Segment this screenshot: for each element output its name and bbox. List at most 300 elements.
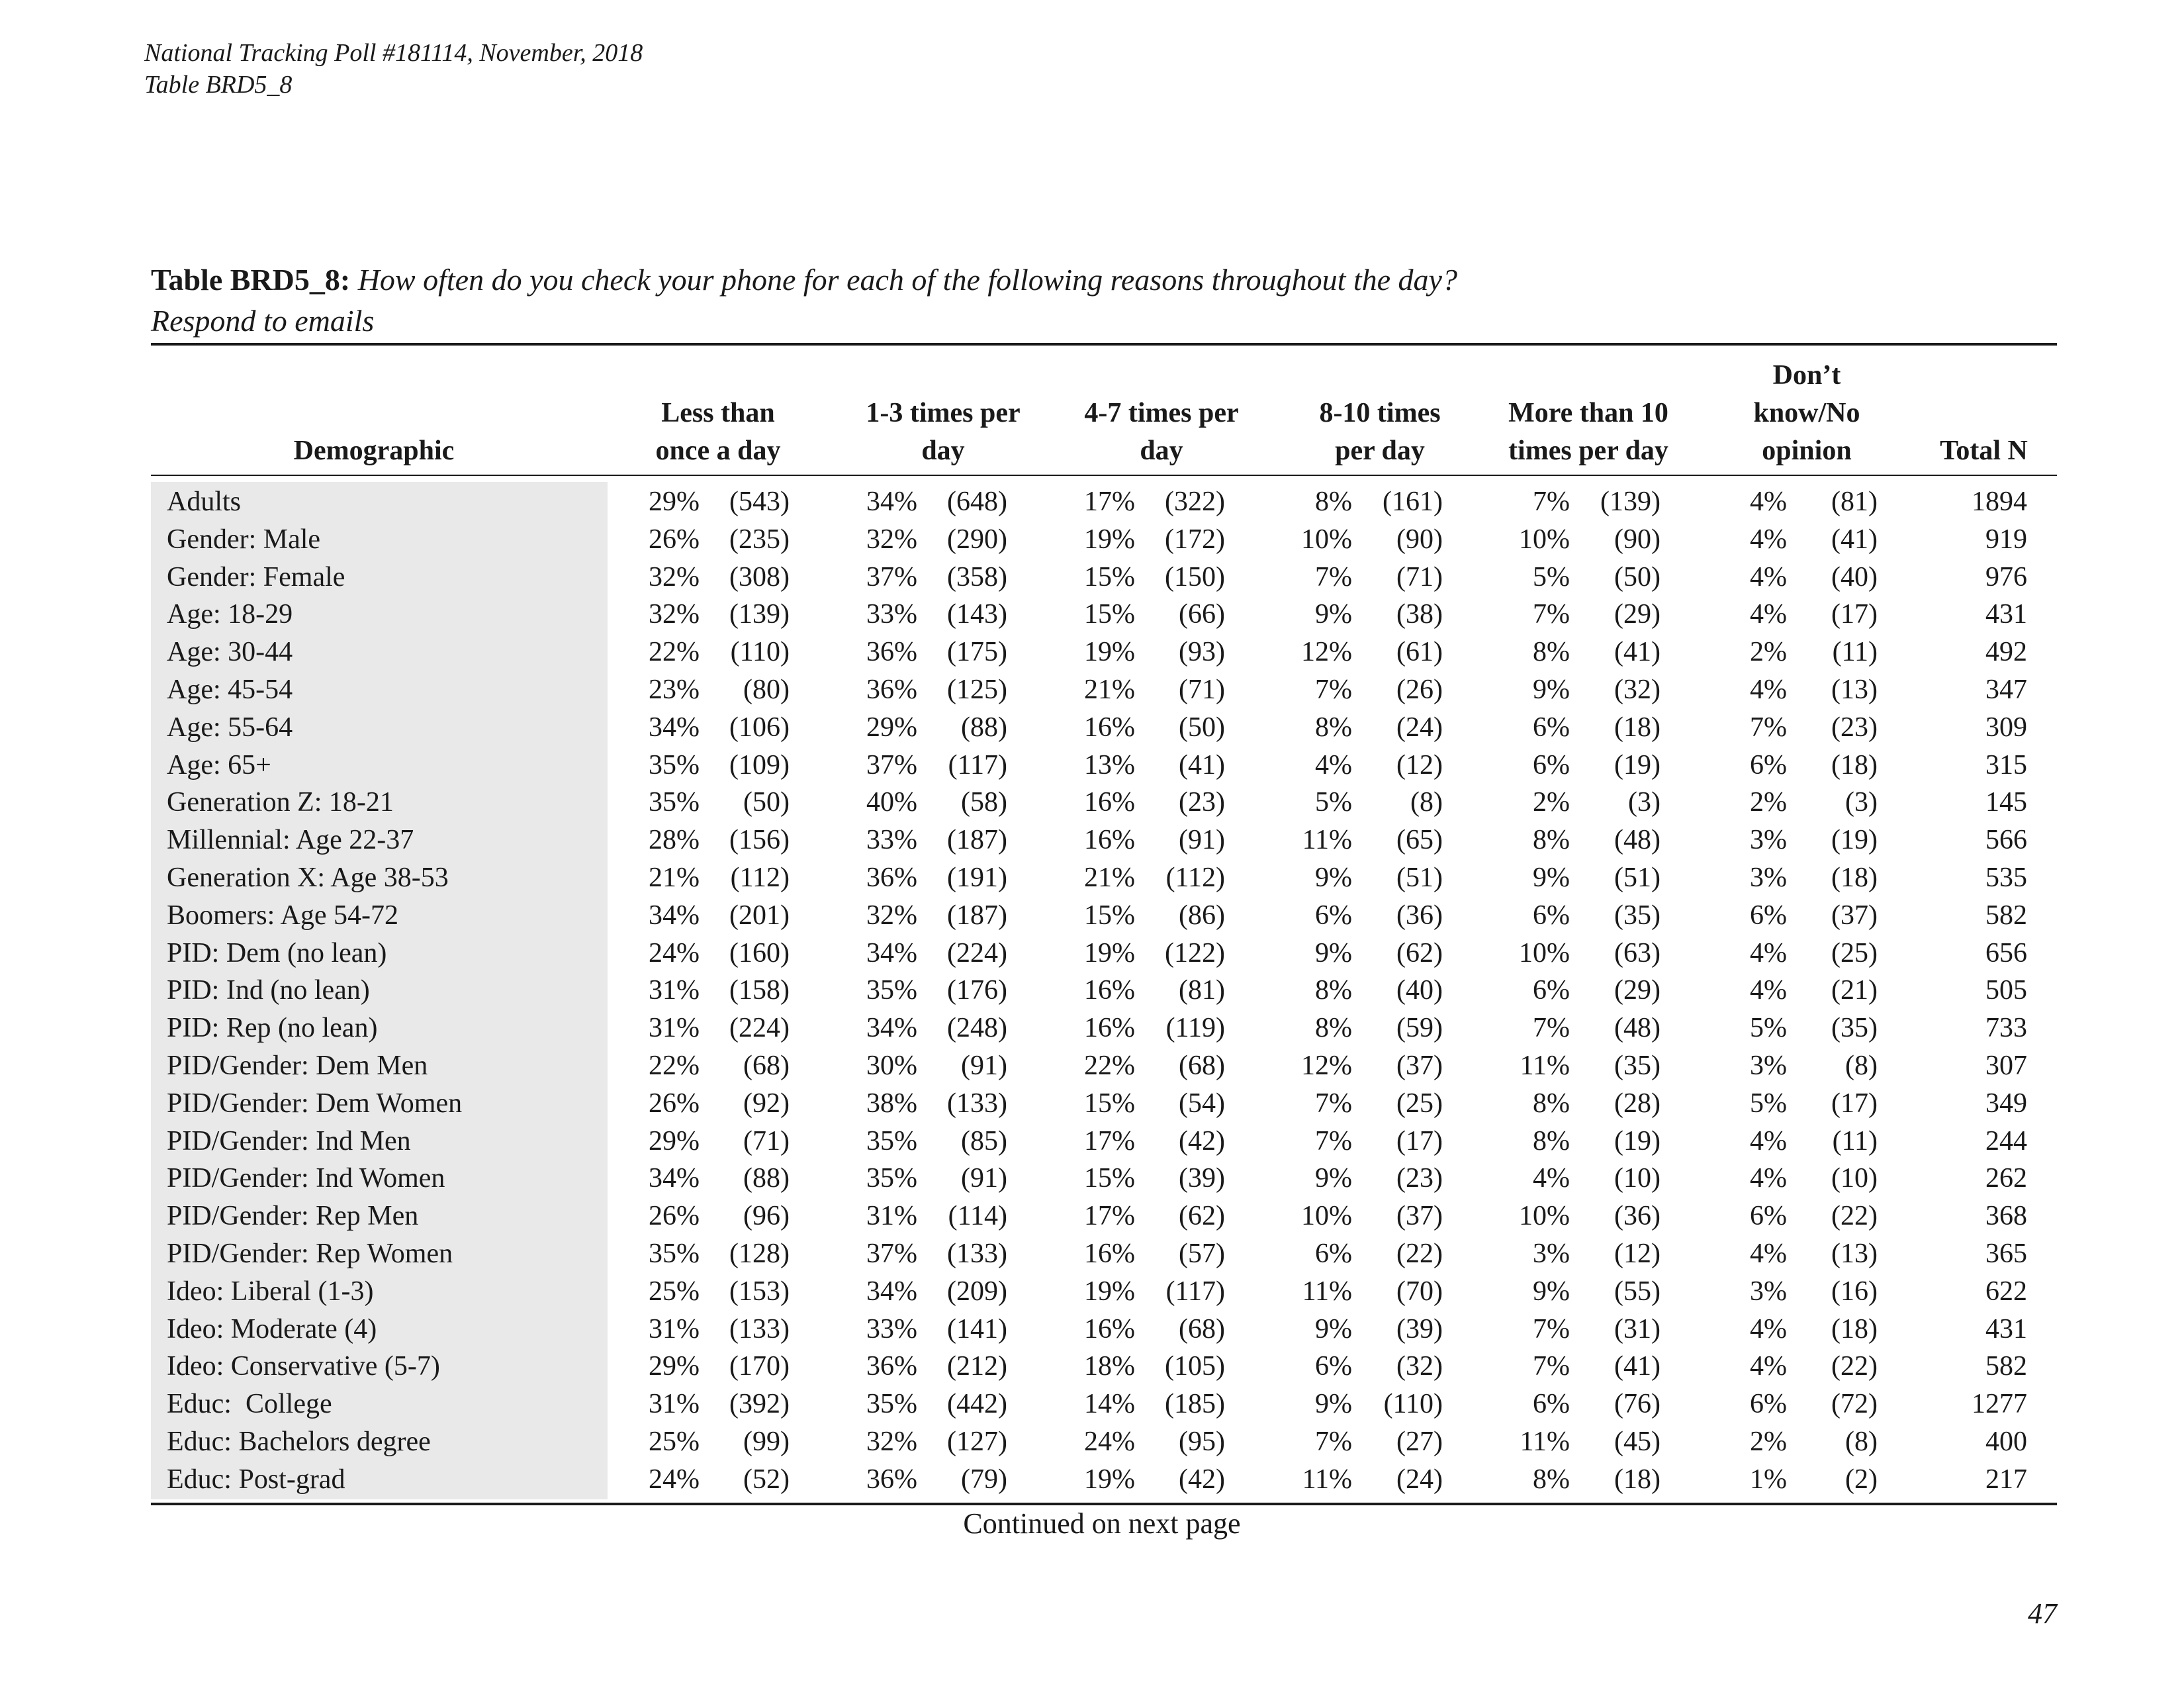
cell-count: (235): [729, 524, 790, 555]
row-label: Adults: [167, 487, 242, 517]
cell-count: (209): [947, 1276, 1007, 1307]
cell-count: (62): [1396, 937, 1443, 968]
cell-percent: 7%: [1750, 712, 1787, 743]
table-row: [0, 1273, 2184, 1311]
cell-percent: 14%: [1084, 1389, 1135, 1420]
cell-percent: 30%: [866, 1051, 917, 1081]
cell-count: (91): [961, 1051, 1007, 1081]
cell-percent: 8%: [1315, 712, 1352, 743]
column-header-5: [1274, 351, 1486, 470]
column-header-1: [218, 351, 529, 470]
cell-percent: 22%: [1084, 1051, 1135, 1081]
cell-percent: 18%: [1084, 1351, 1135, 1382]
cell-percent: 6%: [1533, 712, 1570, 743]
cell-count: (17): [1396, 1125, 1443, 1156]
cell-percent: 36%: [866, 675, 917, 705]
cell-count: (50): [1614, 561, 1661, 592]
cell-percent: 32%: [649, 599, 700, 630]
cell-percent: 19%: [1084, 1464, 1135, 1495]
cell-percent: 15%: [1084, 561, 1135, 592]
cell-count: (54): [1179, 1088, 1225, 1119]
cell-count: (139): [729, 599, 790, 630]
cell-percent: 11%: [1302, 1276, 1352, 1307]
cell-count: (133): [947, 1239, 1007, 1269]
cell-count: (22): [1831, 1351, 1878, 1382]
column-header-line: 8-10 times: [1319, 398, 1441, 428]
cell-count: (185): [1165, 1389, 1225, 1420]
cell-count: (18): [1614, 1464, 1661, 1495]
cell-percent: 5%: [1533, 561, 1570, 592]
cell-count: (19): [1614, 749, 1661, 780]
cell-count: (92): [743, 1088, 790, 1119]
cell-count: (71): [743, 1125, 790, 1156]
cell-count: (99): [743, 1427, 790, 1457]
cell-percent: 32%: [866, 524, 917, 555]
cell-percent: 40%: [866, 787, 917, 818]
cell-count: (187): [947, 825, 1007, 856]
cell-percent: 33%: [866, 825, 917, 856]
cell-total-n: 566: [1985, 825, 2027, 856]
cell-count: (128): [729, 1239, 790, 1269]
cell-count: (55): [1614, 1276, 1661, 1307]
cell-count: (2): [1845, 1464, 1878, 1495]
column-header-line: once a day: [655, 436, 781, 466]
cell-count: (41): [1831, 524, 1878, 555]
cell-count: (212): [947, 1351, 1007, 1382]
cell-percent: 10%: [1519, 524, 1570, 555]
cell-count: (25): [1831, 937, 1878, 968]
row-label: PID/Gender: Rep Men: [167, 1201, 419, 1232]
cell-count: (32): [1396, 1351, 1443, 1382]
cell-total-n: 535: [1985, 863, 2027, 893]
table-caption: [151, 259, 1457, 342]
table-row: [0, 1235, 2184, 1273]
cell-count: (48): [1614, 825, 1661, 856]
cell-percent: 3%: [1750, 863, 1787, 893]
cell-count: (45): [1614, 1427, 1661, 1457]
cell-count: (13): [1831, 1239, 1878, 1269]
cell-percent: 5%: [1750, 1013, 1787, 1044]
column-header-line: Don’t: [1772, 360, 1841, 391]
cell-percent: 9%: [1315, 1313, 1352, 1344]
cell-percent: 2%: [1750, 787, 1787, 818]
cell-count: (71): [1396, 561, 1443, 592]
cell-percent: 31%: [649, 1013, 700, 1044]
cell-total-n: 217: [1985, 1464, 2027, 1495]
cell-count: (66): [1179, 599, 1225, 630]
cell-count: (51): [1396, 863, 1443, 893]
cell-percent: 16%: [1084, 787, 1135, 818]
cell-count: (109): [729, 749, 790, 780]
column-header-8: [1913, 351, 2055, 470]
cell-total-n: 244: [1985, 1125, 2027, 1156]
cell-count: (19): [1831, 825, 1878, 856]
cell-count: (35): [1831, 1013, 1878, 1044]
cell-count: (35): [1614, 1051, 1661, 1081]
cell-percent: 4%: [1750, 675, 1787, 705]
cell-percent: 7%: [1315, 675, 1352, 705]
cell-percent: 26%: [649, 524, 700, 555]
cell-percent: 8%: [1533, 1464, 1570, 1495]
cell-percent: 24%: [1084, 1427, 1135, 1457]
cell-count: (125): [947, 675, 1007, 705]
cell-count: (71): [1179, 675, 1225, 705]
cell-count: (42): [1179, 1464, 1225, 1495]
cell-count: (3): [1628, 787, 1661, 818]
cell-percent: 19%: [1084, 937, 1135, 968]
cell-count: (543): [729, 487, 790, 517]
cell-percent: 6%: [1533, 749, 1570, 780]
cell-count: (105): [1165, 1351, 1225, 1382]
cell-count: (70): [1396, 1276, 1443, 1307]
cell-count: (18): [1831, 863, 1878, 893]
cell-total-n: 368: [1985, 1201, 2027, 1232]
cell-count: (96): [743, 1201, 790, 1232]
cell-total-n: 349: [1985, 1088, 2027, 1119]
table-row: [0, 1385, 2184, 1423]
cell-count: (85): [961, 1125, 1007, 1156]
cell-count: (3): [1845, 787, 1878, 818]
table-row: [0, 559, 2184, 596]
row-label: Millennial: Age 22-37: [167, 825, 414, 856]
column-header-4: [1056, 351, 1267, 470]
caption-label: Table BRD5_8:: [151, 263, 351, 297]
cell-count: (191): [947, 863, 1007, 893]
cell-percent: 33%: [866, 1313, 917, 1344]
cell-count: (117): [948, 749, 1007, 780]
cell-count: (68): [1179, 1051, 1225, 1081]
cell-percent: 36%: [866, 863, 917, 893]
cell-percent: 3%: [1750, 1276, 1787, 1307]
cell-count: (106): [729, 712, 790, 743]
cell-percent: 5%: [1315, 787, 1352, 818]
poll-title: National Tracking Poll #181114, November, 2018: [144, 39, 643, 67]
cell-count: (110): [1383, 1389, 1443, 1420]
row-label: PID/Gender: Ind Women: [167, 1163, 445, 1194]
cell-count: (68): [743, 1051, 790, 1081]
cell-percent: 9%: [1315, 863, 1352, 893]
column-header-line: Total N: [1940, 436, 2028, 466]
cell-percent: 4%: [1533, 1163, 1570, 1194]
row-label: Age: 18-29: [167, 599, 293, 630]
cell-percent: 3%: [1750, 825, 1787, 856]
cell-count: (122): [1165, 937, 1225, 968]
caption-question: How often do you check your phone for each of the following reasons throughout the day?: [357, 263, 1457, 297]
cell-percent: 24%: [649, 937, 700, 968]
table-row: [0, 633, 2184, 671]
cell-percent: 22%: [649, 637, 700, 668]
column-header-6: [1482, 351, 1694, 470]
cell-percent: 2%: [1750, 1427, 1787, 1457]
cell-percent: 8%: [1533, 1125, 1570, 1156]
cell-percent: 34%: [866, 1013, 917, 1044]
cell-percent: 29%: [866, 712, 917, 743]
cell-percent: 24%: [649, 1464, 700, 1495]
cell-total-n: 492: [1985, 637, 2027, 668]
cell-total-n: 919: [1985, 524, 2027, 555]
cell-percent: 10%: [1519, 937, 1570, 968]
cell-count: (158): [729, 975, 790, 1006]
cell-count: (52): [743, 1464, 790, 1495]
cell-count: (224): [947, 937, 1007, 968]
column-header-line: 4-7 times per: [1084, 398, 1239, 428]
table-row: [0, 821, 2184, 859]
cell-count: (8): [1410, 787, 1443, 818]
cell-percent: 8%: [1533, 1088, 1570, 1119]
cell-percent: 4%: [1750, 599, 1787, 630]
cell-count: (31): [1614, 1313, 1661, 1344]
cell-count: (110): [730, 637, 790, 668]
cell-percent: 17%: [1084, 1125, 1135, 1156]
table-row: [0, 1085, 2184, 1123]
cell-count: (37): [1831, 900, 1878, 931]
cell-total-n: 315: [1985, 749, 2027, 780]
cell-percent: 19%: [1084, 637, 1135, 668]
cell-count: (24): [1396, 1464, 1443, 1495]
cell-percent: 6%: [1533, 900, 1570, 931]
column-header-line: More than 10: [1508, 398, 1668, 428]
cell-count: (161): [1383, 487, 1443, 517]
cell-count: (36): [1396, 900, 1443, 931]
cell-count: (18): [1831, 749, 1878, 780]
cell-count: (35): [1614, 900, 1661, 931]
table-row: [0, 1009, 2184, 1047]
cell-count: (57): [1179, 1239, 1225, 1269]
row-label: PID/Gender: Ind Men: [167, 1125, 411, 1156]
cell-count: (160): [729, 937, 790, 968]
cell-percent: 16%: [1084, 825, 1135, 856]
cell-total-n: 400: [1985, 1427, 2027, 1457]
cell-percent: 25%: [649, 1427, 700, 1457]
cell-count: (27): [1396, 1427, 1443, 1457]
cell-percent: 21%: [1084, 675, 1135, 705]
table-row: [0, 859, 2184, 897]
cell-count: (23): [1396, 1163, 1443, 1194]
row-label: Age: 30-44: [167, 637, 293, 668]
cell-percent: 31%: [866, 1201, 917, 1232]
cell-percent: 16%: [1084, 712, 1135, 743]
row-label: Ideo: Liberal (1-3): [167, 1276, 374, 1307]
cell-count: (127): [947, 1427, 1007, 1457]
cell-percent: 6%: [1750, 749, 1787, 780]
cell-count: (16): [1831, 1276, 1878, 1307]
cell-percent: 36%: [866, 1351, 917, 1382]
cell-percent: 9%: [1315, 1163, 1352, 1194]
cell-percent: 9%: [1533, 863, 1570, 893]
cell-count: (48): [1614, 1013, 1661, 1044]
table-row: [0, 1047, 2184, 1085]
cell-percent: 7%: [1533, 599, 1570, 630]
cell-count: (41): [1614, 1351, 1661, 1382]
row-label: Gender: Male: [167, 524, 321, 555]
table-top-rule: [151, 343, 2057, 346]
cell-percent: 29%: [649, 1125, 700, 1156]
cell-count: (8): [1845, 1051, 1878, 1081]
cell-percent: 19%: [1084, 524, 1135, 555]
cell-count: (201): [729, 900, 790, 931]
cell-count: (22): [1396, 1239, 1443, 1269]
cell-percent: 34%: [649, 1163, 700, 1194]
cell-count: (63): [1614, 937, 1661, 968]
cell-percent: 2%: [1533, 787, 1570, 818]
row-label: Age: 45-54: [167, 675, 293, 705]
cell-count: (150): [1165, 561, 1225, 592]
table-row: [0, 1311, 2184, 1348]
row-label: PID/Gender: Dem Women: [167, 1088, 463, 1119]
cell-count: (112): [730, 863, 790, 893]
cell-percent: 13%: [1084, 749, 1135, 780]
cell-total-n: 309: [1985, 712, 2027, 743]
row-label: Generation Z: 18-21: [167, 787, 394, 818]
cell-percent: 9%: [1533, 1276, 1570, 1307]
cell-percent: 19%: [1084, 1276, 1135, 1307]
row-label: Educ: Bachelors degree: [167, 1427, 431, 1457]
cell-percent: 9%: [1315, 599, 1352, 630]
cell-percent: 10%: [1301, 524, 1352, 555]
cell-total-n: 976: [1985, 561, 2027, 592]
table-row: [0, 521, 2184, 559]
cell-count: (24): [1396, 712, 1443, 743]
cell-count: (12): [1396, 749, 1443, 780]
cell-percent: 38%: [866, 1088, 917, 1119]
column-header-line: day: [921, 436, 965, 466]
cell-count: (62): [1179, 1201, 1225, 1232]
cell-percent: 11%: [1520, 1427, 1570, 1457]
table-row: [0, 935, 2184, 972]
cell-percent: 11%: [1520, 1051, 1570, 1081]
cell-count: (176): [947, 975, 1007, 1006]
table-row: [0, 1123, 2184, 1160]
cell-percent: 4%: [1750, 1239, 1787, 1269]
cell-count: (114): [948, 1201, 1007, 1232]
cell-total-n: 1894: [1972, 487, 2027, 517]
cell-count: (79): [961, 1464, 1007, 1495]
cell-count: (91): [1179, 825, 1225, 856]
table-row: [0, 972, 2184, 1009]
cell-percent: 11%: [1302, 1464, 1352, 1495]
row-label: Ideo: Moderate (4): [167, 1313, 377, 1344]
row-label: Age: 65+: [167, 749, 271, 780]
cell-percent: 35%: [649, 749, 700, 780]
table-row: [0, 784, 2184, 821]
cell-percent: 8%: [1315, 975, 1352, 1006]
cell-percent: 6%: [1315, 1239, 1352, 1269]
cell-count: (23): [1179, 787, 1225, 818]
cell-percent: 7%: [1315, 1427, 1352, 1457]
cell-count: (28): [1614, 1088, 1661, 1119]
cell-percent: 25%: [649, 1276, 700, 1307]
cell-count: (18): [1614, 712, 1661, 743]
cell-count: (322): [1165, 487, 1225, 517]
cell-percent: 1%: [1750, 1464, 1787, 1495]
cell-count: (86): [1179, 900, 1225, 931]
cell-count: (58): [961, 787, 1007, 818]
cell-percent: 35%: [649, 787, 700, 818]
document-header: [144, 37, 643, 101]
cell-count: (133): [729, 1313, 790, 1344]
cell-count: (37): [1396, 1201, 1443, 1232]
cell-percent: 15%: [1084, 599, 1135, 630]
cell-count: (10): [1614, 1163, 1661, 1194]
cell-percent: 34%: [649, 712, 700, 743]
column-header-line: know/No: [1753, 398, 1860, 428]
cell-count: (32): [1614, 675, 1661, 705]
cell-count: (17): [1831, 1088, 1878, 1119]
column-header-7: [1714, 351, 1899, 470]
cell-percent: 3%: [1533, 1239, 1570, 1269]
column-header-line: day: [1140, 436, 1183, 466]
table-row: [0, 483, 2184, 521]
cell-total-n: 656: [1985, 937, 2027, 968]
cell-count: (187): [947, 900, 1007, 931]
row-label: Gender: Female: [167, 561, 345, 592]
cell-percent: 4%: [1315, 749, 1352, 780]
cell-percent: 17%: [1084, 487, 1135, 517]
cell-percent: 7%: [1533, 1351, 1570, 1382]
cell-count: (17): [1831, 599, 1878, 630]
cell-percent: 26%: [649, 1088, 700, 1119]
cell-count: (25): [1396, 1088, 1443, 1119]
cell-count: (81): [1179, 975, 1225, 1006]
cell-percent: 34%: [649, 900, 700, 931]
cell-count: (153): [729, 1276, 790, 1307]
column-header-line: Demographic: [293, 436, 455, 466]
table-header-rule: [151, 475, 2057, 476]
cell-percent: 8%: [1315, 487, 1352, 517]
cell-percent: 9%: [1315, 1389, 1352, 1420]
cell-percent: 4%: [1750, 975, 1787, 1006]
cell-count: (22): [1831, 1201, 1878, 1232]
cell-count: (59): [1396, 1013, 1443, 1044]
cell-count: (26): [1396, 675, 1443, 705]
cell-percent: 35%: [866, 1389, 917, 1420]
cell-percent: 10%: [1301, 1201, 1352, 1232]
cell-count: (90): [1396, 524, 1443, 555]
cell-count: (39): [1396, 1313, 1443, 1344]
cell-count: (72): [1831, 1389, 1878, 1420]
cell-percent: 33%: [866, 599, 917, 630]
cell-percent: 34%: [866, 937, 917, 968]
cell-count: (21): [1831, 975, 1878, 1006]
cell-total-n: 622: [1985, 1276, 2027, 1307]
cell-percent: 34%: [866, 1276, 917, 1307]
cell-count: (18): [1831, 1313, 1878, 1344]
row-label: Generation X: Age 38-53: [167, 863, 449, 893]
cell-percent: 35%: [866, 1125, 917, 1156]
table-row: [0, 671, 2184, 709]
table-id: Table BRD5_8: [144, 71, 293, 99]
row-label: Educ: Post-grad: [167, 1464, 345, 1495]
cell-percent: 7%: [1533, 487, 1570, 517]
cell-count: (11): [1832, 1125, 1878, 1156]
cell-count: (90): [1614, 524, 1661, 555]
cell-total-n: 431: [1985, 599, 2027, 630]
cell-count: (175): [947, 637, 1007, 668]
cell-percent: 2%: [1750, 637, 1787, 668]
cell-count: (93): [1179, 637, 1225, 668]
cell-percent: 37%: [866, 561, 917, 592]
cell-percent: 32%: [866, 1427, 917, 1457]
table-row: [0, 897, 2184, 935]
cell-count: (119): [1165, 1013, 1225, 1044]
continued-note: Continued on next page: [963, 1507, 1241, 1540]
table-row: [0, 1160, 2184, 1197]
cell-count: (29): [1614, 599, 1661, 630]
cell-count: (51): [1614, 863, 1661, 893]
cell-percent: 32%: [649, 561, 700, 592]
cell-percent: 31%: [649, 1313, 700, 1344]
cell-percent: 6%: [1315, 1351, 1352, 1382]
